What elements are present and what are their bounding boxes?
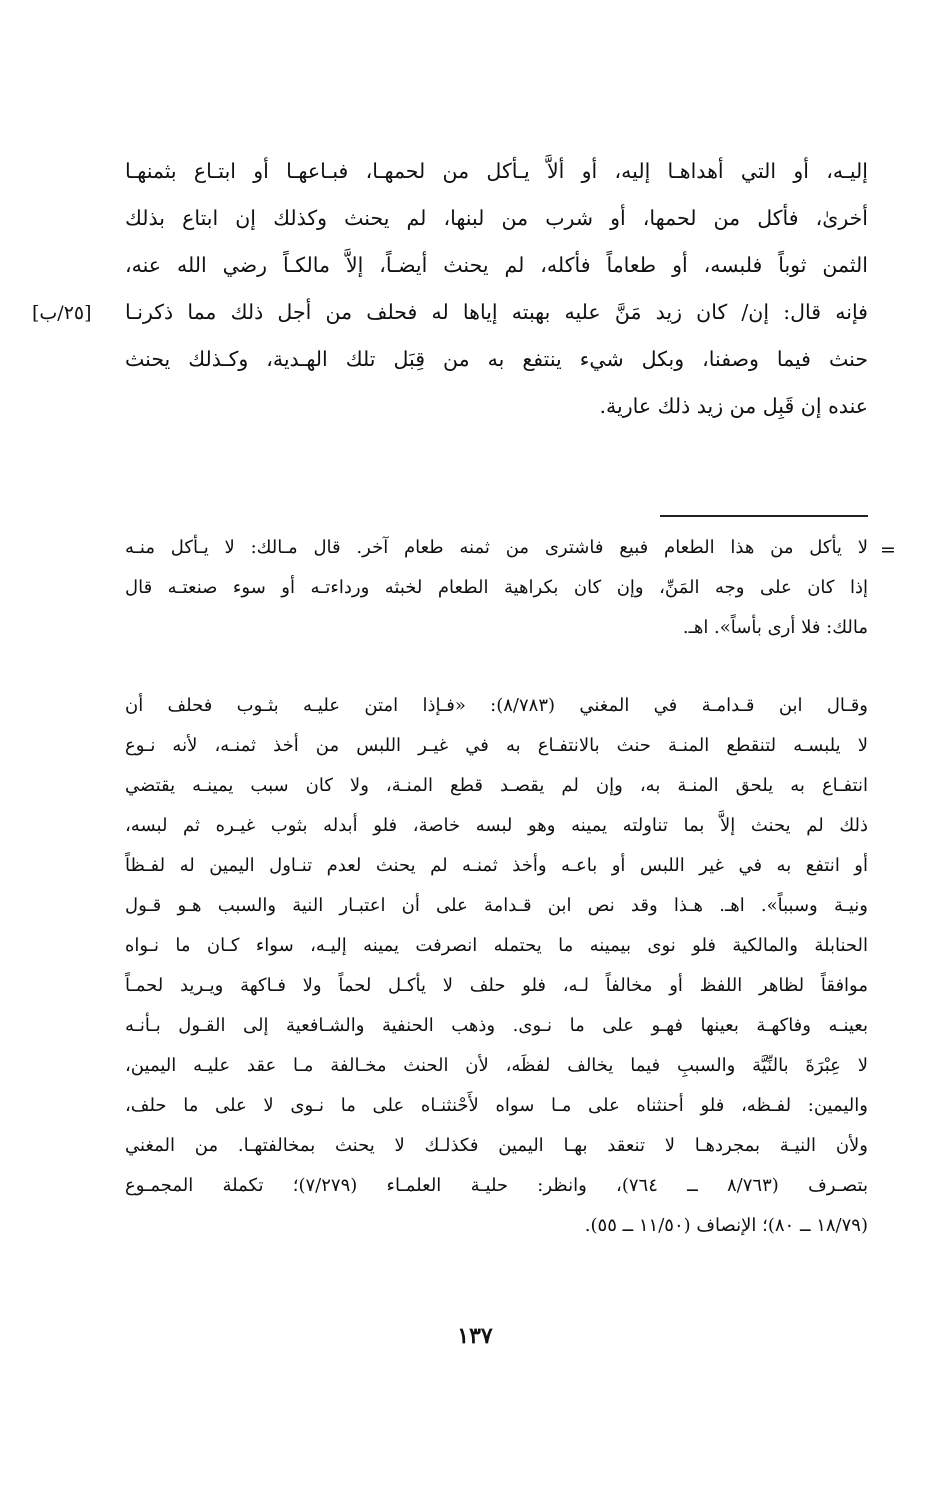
- footnote-line: بتصـرف (٨/٧٦٣ ــ ٧٦٤)، وانظر: حليـة العلمـاء (٧/٢٧٩)؛ تكملة المجمـوع: [125, 1175, 868, 1196]
- footnote-line: موافقاً لظاهر اللفظ أو مخالفاً لـه، فلو حلف لا يأكـل لحماً ولا فـاكهة ويـريد لحمـاً: [125, 975, 868, 996]
- footnote-line: إذا كان على وجه المَنِّ، وإن كان بكراهية الطعام لخبثه ورداءتـه أو سوء صنعتـه قال: [125, 577, 868, 598]
- main-text-line: عنده إن قَبِل من زيد ذلك عارية.: [599, 394, 868, 418]
- footnote-line: (١٨/٧٩ ــ ٨٠)؛ الإنصاف (١١/٥٠ ــ ٥٥).: [584, 1215, 868, 1236]
- footnote-line: وقـال ابن قـدامـة في المغني (٨/٧٨٣): «فـإذا امتن عليـه بثـوب فحلف أن: [125, 695, 868, 716]
- footnote-line: انتفـاع به يلحق المنـة به، وإن لم يقصـد قطع المنـة، ولا كان سبب يمينـه يقتضي: [125, 775, 868, 796]
- footnote-line: ولأن النيـة بمجردهـا لا تنعقد بهـا اليمين فكذلـك لا يحنث بمخالفتهـا. من المغني: [125, 1135, 868, 1156]
- main-text-block: [125, 148, 868, 430]
- page-number: ١٣٧: [457, 1323, 493, 1349]
- footnote-line: لا يلبسـه لتنقطع المنـة حنث بالانتفـاع به في غيـر اللبس من أخذ ثمنـه، لأنه نـوع: [125, 735, 868, 756]
- footnote-paragraph: [125, 528, 868, 648]
- main-text-line: أخرىٰ، فأكل من لحمها، أو شرب من لبنها، لم يحنث وكذلك إن ابتاع بذلك: [125, 206, 868, 230]
- footnote-line: أو انتفع به في غير اللبس أو باعـه وأخذ ثمنـه لم يحنث لعدم تنـاول اليمين له لفـظاً: [125, 855, 868, 876]
- main-text-line: فإنه قال: إن/ كان زيد مَنَّ عليه بهبته إياها له فحلف من أجل ذلك مما ذكرنـا: [125, 300, 868, 324]
- footnote-line: ذلك لم يحنث إلاَّ بما تناولته يمينه وهو لبسه خاصة، فلو أبدله بثوب غيـره ثم لبسه،: [125, 815, 868, 836]
- footnote-line: لا يأكل من هذا الطعام فبيع فاشترى من ثمنه طعام آخر. قال مـالك: لا يـأكل منـه: [125, 537, 868, 558]
- footnote-separator: [660, 515, 868, 517]
- footnote-line: واليمين: لفـظه، فلو أحنثناه على مـا سواه لأَحْنثنـاه على ما نـوى لا على ما حلف،: [125, 1095, 868, 1116]
- manuscript-folio-reference: [٢٥/ب]: [32, 302, 92, 324]
- footnote-line: مالك: فلا أرى بأساً». اهـ.: [682, 617, 868, 638]
- footnote-line: الحنابلة والمالكية فلو نوى بيمينه ما يحتمله انصرفت يمينه إليـه، سواء كـان ما نـواه: [125, 935, 868, 956]
- footnote-paragraph: [125, 686, 868, 1246]
- footnote-continuation-marker: =: [880, 539, 896, 561]
- footnote-line: بعينـه وفاكهـة بعينها فهـو على ما نـوى. وذهب الحنفية والشـافعية إلى القـول بـأنـه: [125, 1015, 868, 1036]
- main-text-line: إليـه، أو التي أهداهـا إليه، أو ألاَّ يـأكل من لحمهـا، فبـاعهـا أو ابتـاع بثمنهـا: [125, 159, 868, 183]
- main-text-line: حنث فيما وصفنا، وبكل شيء ينتفع به من قِبَل تلك الهـدية، وكـذلك يحنث: [125, 347, 868, 371]
- footnote-line: لا عِبْرَةَ بالنِّيَّة والسببِ فيما يخالف لفظَه، لأن الحنث مخـالفة مـا عقد عليـه اليمين،: [125, 1055, 868, 1076]
- main-text-line: الثمن ثوباً فلبسه، أو طعاماً فأكله، لم يحنث أيضـاً، إلاَّ مالكـاً رضي الله عنه،: [125, 253, 868, 277]
- footnote-line: ونيـة وسبباً». اهـ. هـذا وقد نص ابن قـدامة على أن اعتبـار النية والسبب هـو قـول: [125, 895, 868, 916]
